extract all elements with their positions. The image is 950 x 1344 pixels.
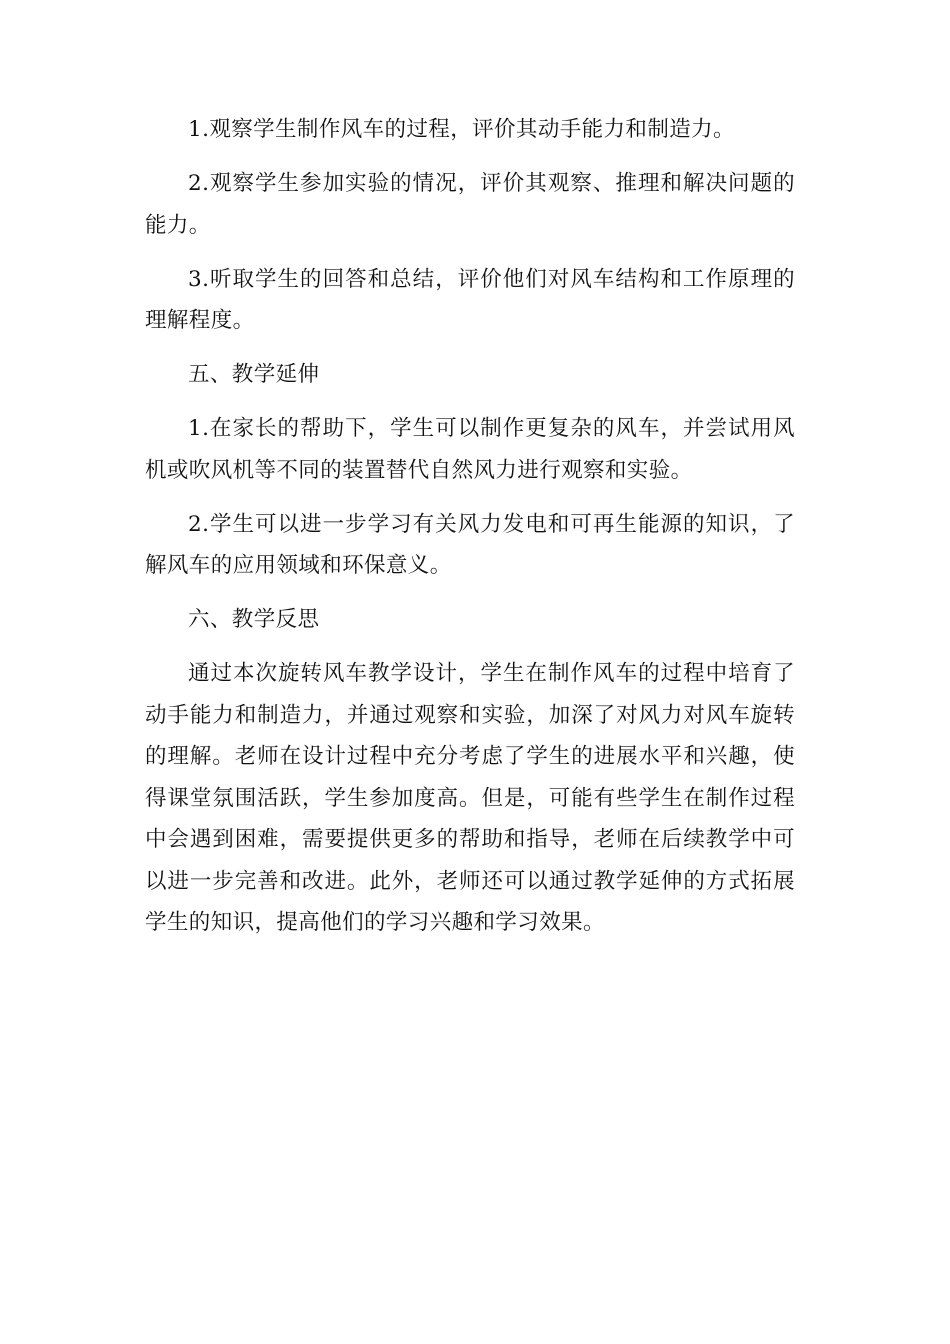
section-heading-reflection: 六、教学反思: [188, 607, 320, 632]
extension-item-2: 2.学生可以进一步学习有关风力发电和可再生能源的知识，了解风车的应用领域和环保意义。: [145, 511, 795, 578]
section-heading-extension: 五、教学延伸: [188, 362, 320, 387]
extension-item-1: 1.在家长的帮助下，学生可以制作更复杂的风车，并尝试用风机或吹风机等不同的装置替代自然风力进行观察和实验。: [145, 416, 795, 483]
evaluation-item-1: 1.观察学生制作风车的过程，评价其动手能力和制造力。: [188, 117, 735, 142]
evaluation-item-3: 3.听取学生的回答和总结，评价他们对风车结构和工作原理的理解程度。: [145, 266, 795, 333]
document-body: [145, 109, 795, 956]
evaluation-item-2: 2.观察学生参加实验的情况，评价其观察、推理和解决问题的能力。: [145, 171, 795, 238]
reflection-paragraph: 通过本次旋转风车教学设计，学生在制作风车的过程中培育了动手能力和制造力，并通过观察和实验，加深了对风力对风车旋转的理解。老师在设计过程中充分考虑了学生的进展水平和兴趣，使得课堂氛围活跃，学生参加度高。但是，可能有些学生在制作过程中会遇到困难，需要提供更多的帮助和指导，老师在后续教学中可以进一步完善和改进。此外，老师还可以通过教学延伸的方式拓展学生的知识，提高他们的学习兴趣和学习效果。: [145, 661, 795, 935]
